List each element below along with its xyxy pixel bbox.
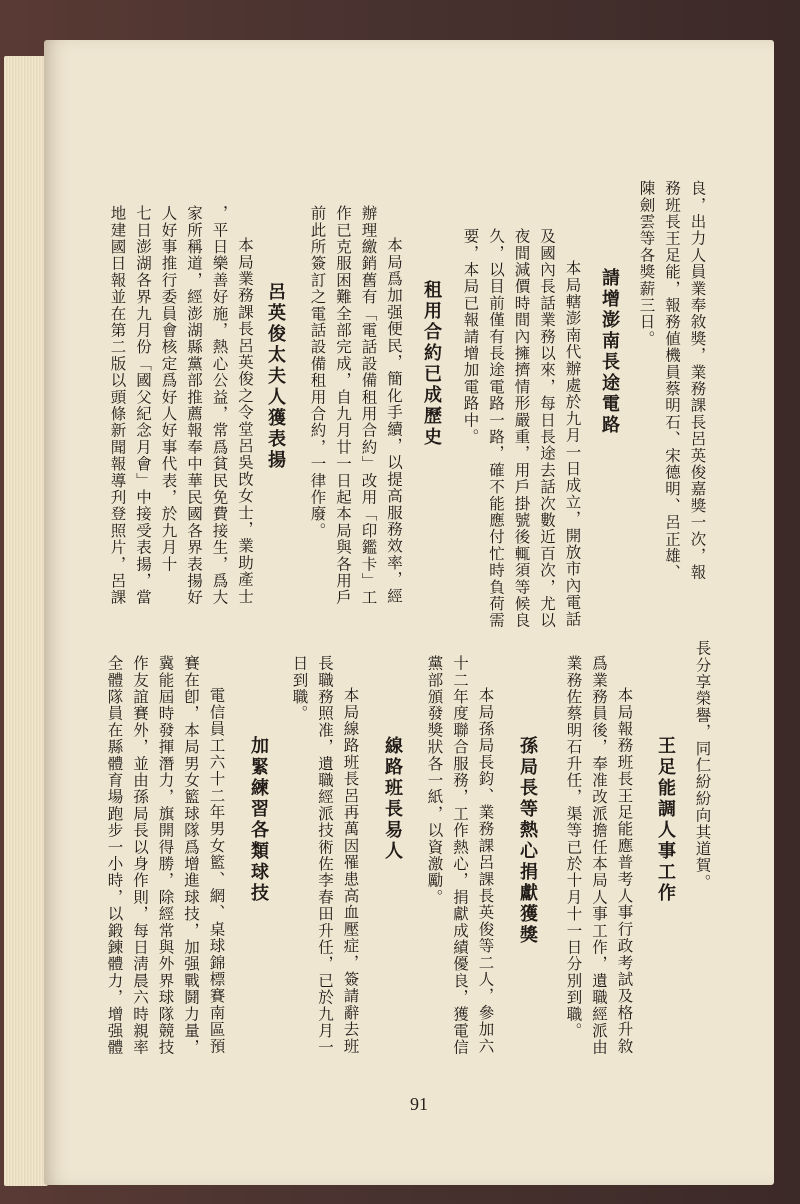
- article-body: [421, 655, 498, 1075]
- text-line: 全體隊員在縣體育場跑步一小時，以鍛鍊體力，增强體: [105, 655, 124, 1056]
- top-right-text: [633, 180, 710, 620]
- text-line: 十二年度聯合服務，工作熱心，捐獻成績優良，獲電信: [451, 655, 469, 1056]
- text-line: 陳劍雲等各獎薪三日。: [637, 180, 656, 347]
- text-line: 本局孫局長鈞、業務課呂課長英俊等二人，參加六: [476, 687, 495, 1055]
- article-title: 加緊練習各類球技: [248, 736, 269, 904]
- text-line: 地建國日報並在第二版以頭條新聞報導刋登照片，呂課: [108, 205, 127, 606]
- text-line: 要，本局已報請增加電路中。: [461, 228, 480, 446]
- text-line: 務班長王足能，報務値機員蔡明石、宋德明、呂正雄、: [663, 180, 681, 581]
- article-title: 孫局長等熱心捐獻獲獎: [517, 736, 538, 946]
- text-line: 黨部頒發獎狀各一紙，以資激勵。: [425, 655, 444, 906]
- text-line: 長職務照准，遺職經派技術佐李春田升任，已於九月一: [316, 655, 334, 1056]
- text-line: 日到職。: [290, 655, 309, 722]
- text-line: 本局業務課長呂英俊之令堂呂吳攺女士，業助產士: [236, 237, 254, 605]
- text-line: 電信員工六十二年男女籃、網、桌球錦標賽南區預: [207, 687, 226, 1055]
- article-body: [304, 205, 406, 625]
- article-body: [457, 228, 585, 629]
- text-line: 作友誼賽外，並由孫局長以身作則，每日淸晨六時親率: [131, 655, 149, 1056]
- text-line: 冀能屆時發揮潛力，旗開得勝，除經常與外界球隊競技: [156, 655, 175, 1056]
- text-line: ，平日樂善好施，熱心公益，常爲貧民免費接生，爲大: [210, 205, 229, 606]
- text-line: 家所稱道，經澎湖縣黨部推薦報奉中華民國各界表揚好: [185, 205, 203, 606]
- text-line: 業務佐蔡明石升任，渠等已於十月十一日分別到職。: [564, 655, 583, 1040]
- article-body: [101, 655, 229, 1085]
- article-title: 租用合約已成歷史: [421, 280, 442, 448]
- text-line: 作已克服困難全部完成，自九月廿一日起本局與各用戶: [334, 205, 352, 606]
- article-title: 線路班長易人: [382, 736, 403, 862]
- article-title: 請增澎南長途電路: [599, 268, 620, 436]
- text-line: 本局爲加强便民，簡化手續，以提高服務效率，經: [385, 237, 403, 605]
- text-line: 七日澎湖各界九月份「國父紀念月會」中接受表揚，當: [134, 205, 152, 606]
- text-line: 前此所簽訂之電話設備租用合約，一律作廢。: [308, 205, 327, 539]
- text-line: 本局報務班長王足能應普考人事行政考試及格升敘: [615, 687, 634, 1055]
- page-edges: [4, 56, 48, 1186]
- text-line: 本局轄澎南代辦處於九月一日成立，開放市內電話: [563, 260, 582, 628]
- article-body: [104, 205, 257, 635]
- text-line: 夜間減價時間內擁擠情形嚴重，用戶掛號後輒須等候良: [512, 228, 531, 629]
- article-title: 王足能調人事工作: [655, 736, 676, 904]
- text-line: 賽在卽，本局男女籃球隊爲增進球技，加强戰鬪力量，: [182, 655, 200, 1056]
- text-line: 長分享榮譽，同仁紛紛向其道賀。: [693, 640, 712, 891]
- text-line: 本局線路班長呂再萬因罹患高血壓症，簽請辭去班: [341, 687, 360, 1055]
- text-line: 及國內長話業務以來，每日長途去話次數近百次，尤以: [538, 228, 556, 629]
- page-number: 91: [410, 1094, 428, 1114]
- article-body: [560, 655, 637, 1075]
- article-title: 呂英俊太夫人獲表揚: [265, 282, 286, 471]
- text-line: 久，以目前僅有長途電路一路，確不能應付忙時負荷需: [487, 228, 505, 629]
- text-line: 爲業務員後，奉准改派擔任本局人事工作，遺職經派由: [590, 655, 608, 1056]
- text-line: 人好事推行委員會核定爲好人好事代表，於九月十: [159, 205, 178, 573]
- continuation-text: [689, 640, 715, 1080]
- text-line: 良，出力人員業奉敘獎，業務課長呂英俊嘉獎一次，報: [688, 180, 707, 581]
- text-line: 辦理繳銷舊有「電話設備租用合約」改用「印鑑卡」工: [359, 205, 378, 606]
- article-body: [286, 655, 363, 1075]
